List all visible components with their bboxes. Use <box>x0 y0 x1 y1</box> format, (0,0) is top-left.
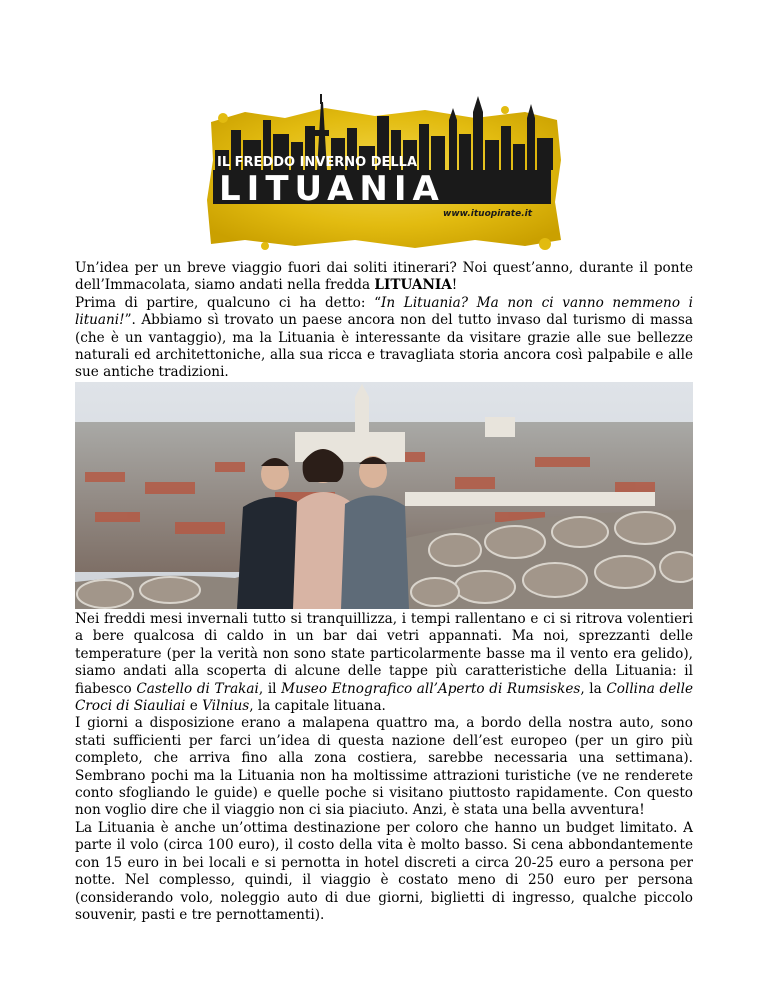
place-rumsiskes: Museo Etnografico all’Aperto di Rumsiskes <box>281 680 581 697</box>
p3-sep1: , il <box>258 680 282 697</box>
logo-title-line1: IL FREDDO INVERNO DELLA <box>217 155 418 170</box>
intro-paragraph-2 <box>75 295 693 382</box>
place-trakai: Castello di Trakai <box>136 680 259 697</box>
logo-title-line2: LITUANIA <box>219 169 445 209</box>
intro-p1-end: ! <box>451 277 458 294</box>
place-vilnius: Vilnius <box>202 698 250 715</box>
header-logo <box>205 90 565 250</box>
p3-sep2: , la <box>580 680 607 697</box>
vilnius-group-photo <box>75 382 693 609</box>
skyline-logo-image <box>205 90 565 250</box>
body-paragraph-1 <box>75 611 693 715</box>
intro-text <box>75 260 693 382</box>
p3-sep3: e <box>185 698 203 715</box>
intro-p2-text: Prima di partire, qualcuno ci ha detto: “ <box>75 294 382 311</box>
body-text <box>75 611 693 924</box>
body-paragraph-2: I giorni a disposizione erano a malapena quattro ma, a bordo della nostra auto, sono stati sufficienti per farci un’idea di questa nazione dell’est europeo (per un giro più completo, che arriva fino alla zona costiera, sarebbe necessaria una settimana). Sembrano pochi ma la Lituania non ha moltissime attrazioni turistiche (ve ne renderete conto sfogliando le guide) e quelle poche si visitano piuttosto rapidamente. Con questo non voglio dire che il viaggio non ci sia piaciuto. Anzi, è stata una bella avventura! <box>75 715 693 819</box>
photo-image <box>75 382 693 609</box>
place-siauliai: Collina delle Croci di Siauliai <box>75 680 693 715</box>
intro-paragraph-1 <box>75 260 693 295</box>
quote-italic: In Lituania? Ma non ci vanno nemmeno i lituani! <box>75 294 693 329</box>
intro-p1-text: Un’idea per un breve viaggio fuori dai soliti itinerari? Noi quest’anno, durante il ponte dell’Immacolata, siamo andati nella fredda <box>75 260 693 294</box>
country-name-bold: LITUANIA <box>374 277 452 294</box>
logo-website: www.ituopirate.it <box>443 209 533 219</box>
body-paragraph-3: La Lituania è anche un’ottima destinazione per coloro che hanno un budget limitato. A parte il volo (circa 100 euro), il costo della vita è molto basso. Si cena abbondantemente con 15 euro in bei locali e si pernotta in hotel discreti a circa 20-25 euro a persona per notte. Nel complesso, quindi, il viaggio è costato meno di 250 euro per persona (considerando volo, noleggio auto di due giorni, biglietti di ingresso, qualche piccolo souvenir, pasti e tre pernottamenti). <box>75 819 693 923</box>
p3-end: , la capitale lituana. <box>249 698 386 715</box>
intro-p2-rest: ”. Abbiamo sì trovato un paese ancora non del tutto invaso dal turismo di massa (che è un vantaggio), ma la Lituania è interessante da visitare grazie alle sue bellezze naturali ed architettoniche, alla sua ricca e travagliata storia ancora così palpabile e alle sue antiche tradizioni. <box>75 312 693 381</box>
p3-text: Nei freddi mesi invernali tutto si tranquillizza, i tempi rallentano e ci si ritrova volentieri a bere qualcosa di caldo in un bar dai vetri appannati. Ma noi, sprezzanti delle temperature (per la verità non sono state particolarmente basse ma il vento era gelido), siamo andati alla scoperta di alcune delle tappe più caratteristiche della Lituania: il fiabesco <box>75 611 693 697</box>
